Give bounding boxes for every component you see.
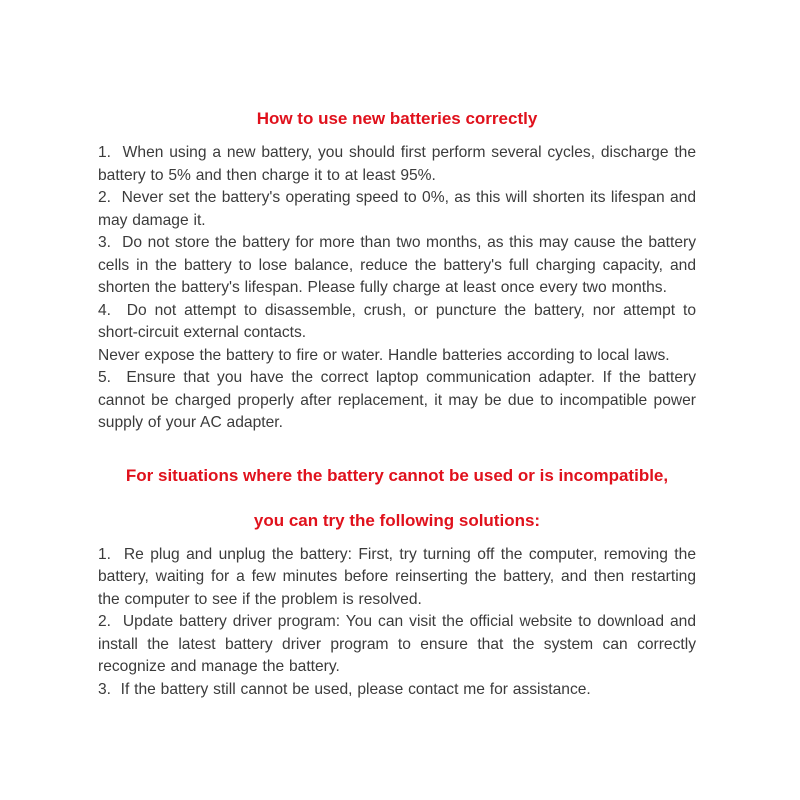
section2-paragraph-2: 2. Update battery driver program: You can visit the official website to download and install the latest battery driver program to ensure that the system can correctly recognize and manage the battery. [98, 613, 696, 675]
section2-paragraph-1: 1. Re plug and unplug the battery: First, try turning off the computer, removing the battery, waiting for a few minutes before reinserting the battery, and then restarting the computer to see if the problem is resolved. [98, 545, 696, 608]
section1-title: How to use new batteries correctly [256, 109, 538, 128]
section1-paragraph-6: 5. Ensure that you have the correct laptop communication adapter. If the battery cannot be charged properly after replacement, it may be due to incompatible power supply of your AC adapter. [98, 369, 696, 431]
section2-title-line1: For situations where the battery cannot be used or is incompatible, [125, 465, 669, 485]
section2-title-line2: you can try the following solutions: [253, 510, 541, 530]
section1-paragraph-3: 3. Do not store the battery for more than two months, as this may cause the battery cells in the battery to lose balance, reduce the battery's full charging capacity, and shorten the battery's lifespan. Please fully charge at least once every two months. [98, 234, 696, 296]
section1-paragraph-5: Never expose the battery to fire or water. Handle batteries according to local laws. [98, 346, 670, 364]
section1-paragraph-4: 4. Do not attempt to disassemble, crush, or puncture the battery, nor attempt to short-circuit external contacts. [98, 301, 696, 341]
section2-paragraph-3: 3. If the battery still cannot be used, please contact me for assistance. [98, 680, 591, 698]
section1-paragraph-2: 2. Never set the battery's operating speed to 0%, as this will shorten its lifespan and may damage it. [98, 189, 696, 229]
section1-paragraph-1: 1. When using a new battery, you should first perform several cycles, discharge the battery to 5% and then charge it to at least 95%. [98, 144, 696, 184]
document-content [98, 100, 696, 701]
section1-body [98, 142, 696, 435]
section2-body [98, 544, 696, 702]
